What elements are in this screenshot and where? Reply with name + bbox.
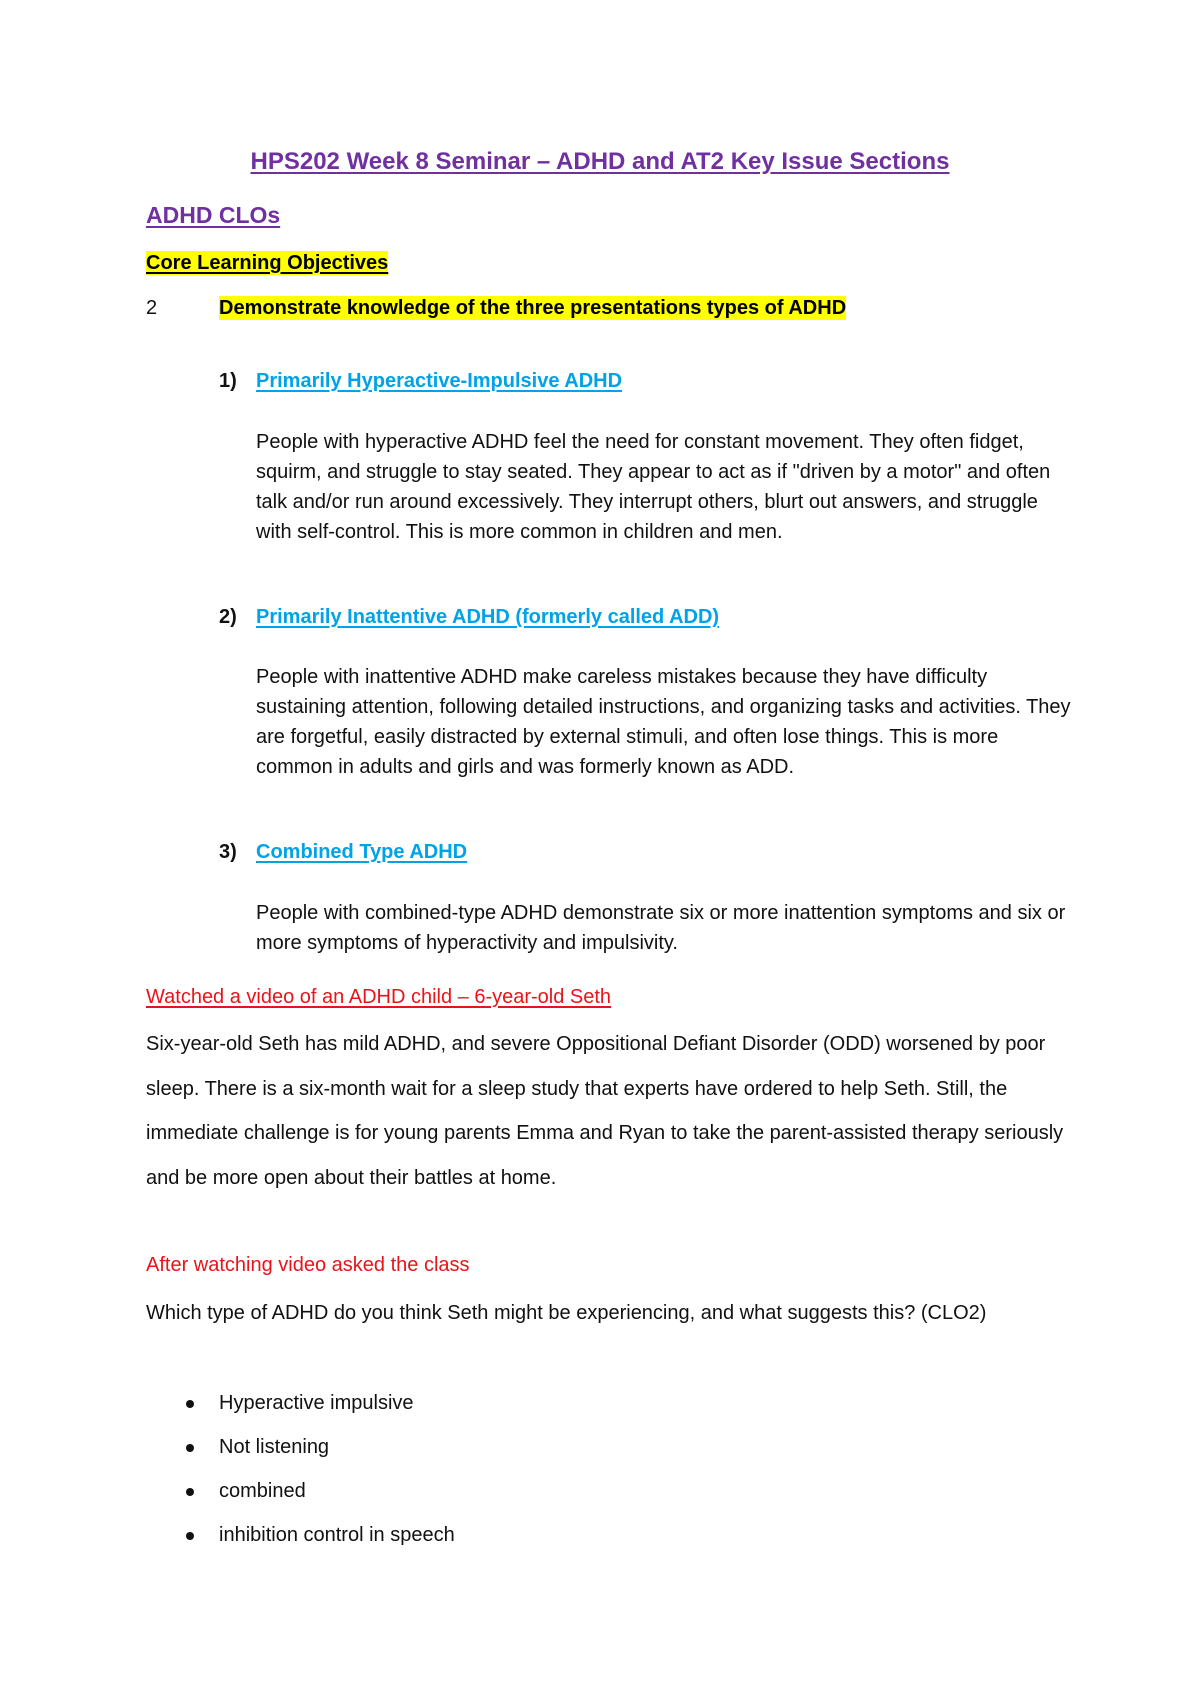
type-1-number: 1) bbox=[219, 370, 237, 392]
type-1-link[interactable]: Primarily Hyperactive-Impulsive ADHD bbox=[256, 370, 623, 392]
bullet-icon bbox=[186, 1532, 194, 1540]
document-title: HPS202 Week 8 Seminar – ADHD and AT2 Key Issue Sections bbox=[250, 148, 950, 175]
bullet-icon bbox=[186, 1400, 194, 1408]
section-heading: ADHD CLOs bbox=[146, 202, 281, 228]
video-summary: Six-year-old Seth has mild ADHD, and severe Oppositional Defiant Disorder (ODD) worsened by poor sleep. There is a six-month wait for a sleep study that experts have ordered to help Seth. Still, the immediate challenge is for young parents Emma and Ryan to take the parent-assisted therapy seriously and be more open about their battles at home. bbox=[146, 1033, 1064, 1189]
discussion-heading: After watching video asked the class bbox=[146, 1254, 470, 1276]
bullet-icon bbox=[186, 1444, 194, 1452]
type-3-number: 3) bbox=[219, 841, 237, 863]
objective-text: Demonstrate knowledge of the three presentations types of ADHD bbox=[219, 297, 847, 319]
video-heading: Watched a video of an ADHD child – 6-year-old Seth bbox=[146, 986, 612, 1008]
type-3-description: People with combined-type ADHD demonstrate six or more inattention symptoms and six or more symptoms of hyperactivity and impulsivity. bbox=[256, 902, 1066, 954]
discussion-question: Which type of ADHD do you think Seth might be experiencing, and what suggests this? (CLO2) bbox=[146, 1302, 987, 1324]
answer-text: Hyperactive impulsive bbox=[219, 1392, 414, 1414]
type-3-link[interactable]: Combined Type ADHD bbox=[256, 841, 468, 863]
answer-text: Not listening bbox=[219, 1436, 330, 1458]
type-1-description: People with hyperactive ADHD feel the need for constant movement. They often fidget, squirm, and struggle to stay seated. They appear to act as if "driven by a motor" and often talk and/or run around excessively. They interrupt others, blurt out answers, and struggle with self-control. This is more common in children and men. bbox=[256, 431, 1051, 543]
core-objectives-label bbox=[146, 252, 388, 275]
answer-text: inhibition control in speech bbox=[219, 1524, 455, 1546]
type-2-number: 2) bbox=[219, 606, 237, 628]
type-2-link[interactable]: Primarily Inattentive ADHD (formerly called ADD) bbox=[256, 606, 720, 628]
type-2-description: People with inattentive ADHD make careless mistakes because they have difficulty sustaining attention, following detailed instructions, and organizing tasks and activities. They are forgetful, easily distracted by external stimuli, and often lose things. This is more common in adults and girls and was formerly known as ADD. bbox=[256, 666, 1071, 778]
bullet-icon bbox=[186, 1488, 194, 1496]
objective-number: 2 bbox=[146, 297, 158, 319]
core-objectives-label-text: Core Learning Objectives bbox=[146, 252, 389, 274]
answer-text: combined bbox=[219, 1480, 306, 1502]
objective-text-wrapper bbox=[219, 297, 846, 320]
